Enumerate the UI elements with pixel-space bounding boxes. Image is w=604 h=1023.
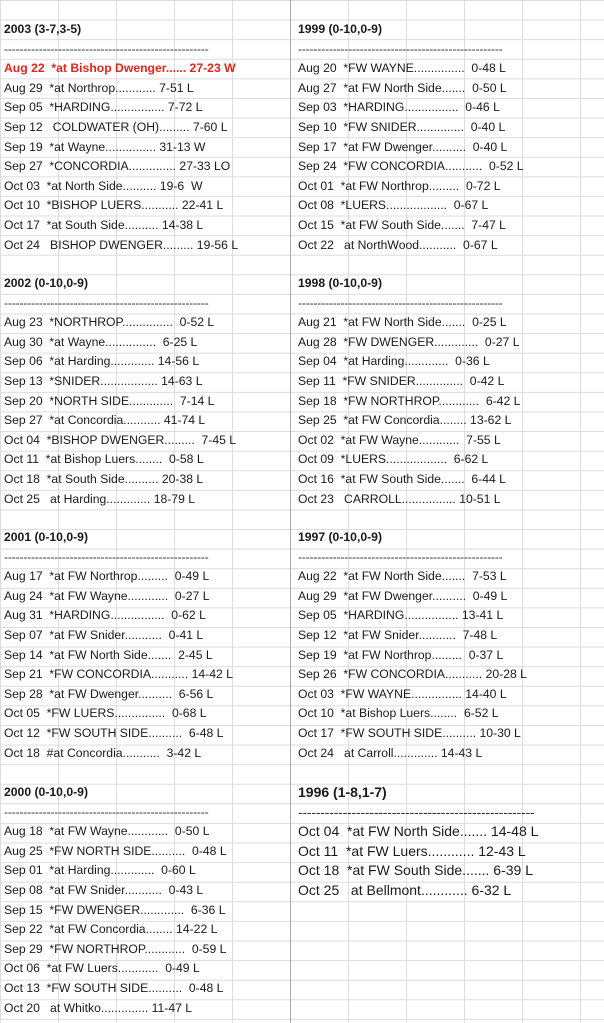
game-row: Oct 05 *FW LUERS............... 0-68 L: [4, 706, 207, 721]
game-row: Sep 10 *FW SNIDER.............. 0-40 L: [298, 119, 506, 134]
game-row: Oct 25 at Harding............. 18-79 L: [4, 491, 196, 506]
game-row: Oct 09 *LUERS.................. 6-62 L: [298, 452, 489, 467]
game-row: Sep 12 *at FW Snider........... 7-48 L: [298, 627, 498, 642]
game-row: Oct 12 *FW SOUTH SIDE.......... 6-48 L: [4, 725, 224, 740]
game-row: Oct 18 *at FW South Side....... 6-39 L: [298, 862, 533, 879]
game-row: Sep 06 *at Harding............. 14-56 L: [4, 354, 200, 369]
game-row: Oct 25 at Bellmont............ 6-32 L: [298, 881, 512, 898]
game-row: Oct 20 at Whitko.............. 11-47 L: [4, 1000, 193, 1015]
game-row: Sep 05 *HARDING................ 7-72 L: [4, 100, 203, 115]
game-row: Aug 30 *at Wayne............... 6-25 L: [4, 334, 198, 349]
season-header: 1996 (1-8,1-7): [298, 784, 387, 800]
game-row: Sep 11 *FW SNIDER.............. 0-42 L: [298, 373, 505, 388]
game-row: Oct 18 #at Concordia........... 3-42 L: [4, 745, 202, 760]
game-row: Oct 10 *at Bishop Luers........ 6-52 L: [298, 706, 499, 721]
season-header: 1997 (0-10,0-9): [298, 530, 383, 544]
game-row: Oct 17 *FW SOUTH SIDE.......... 10-30 L: [298, 725, 521, 740]
game-row: Aug 23 *NORTHROP............... 0-52 L: [4, 315, 215, 330]
game-row: Aug 17 *at FW Northrop......... 0-49 L: [4, 569, 210, 584]
game-row: Sep 07 *at FW Snider........... 0-41 L: [4, 627, 204, 642]
season-block: [0, 274, 290, 509]
game-row: Sep 27 *CONCORDIA.............. 27-33 LO: [4, 159, 231, 174]
dash-separator: -----------------------------------------------------: [4, 804, 209, 819]
game-row: Aug 21 *at FW North Side....... 0-25 L: [298, 315, 507, 330]
game-row: Oct 15 *at FW South Side....... 7-47 L: [298, 217, 506, 232]
dash-separator: -----------------------------------------------------: [298, 295, 503, 310]
season-header: 2002 (0-10,0-9): [4, 276, 89, 290]
game-row: Oct 23 CARROLL................ 10-51 L: [298, 491, 501, 506]
game-row: Sep 14 *at FW North Side....... 2-45 L: [4, 647, 213, 662]
game-row: Sep 04 *at Harding............. 0-36 L: [298, 354, 490, 369]
game-row: Sep 12 COLDWATER (OH)......... 7-60 L: [4, 119, 228, 134]
game-row: Oct 10 *BISHOP LUERS........... 22-41 L: [4, 198, 224, 213]
game-row: Oct 22 at NorthWood........... 0-67 L: [298, 237, 498, 252]
season-block: [294, 20, 604, 255]
game-row: Oct 11 *at Bishop Luers........ 0-58 L: [4, 452, 204, 467]
game-row: Oct 06 *at FW Luers............ 0-49 L: [4, 961, 200, 976]
game-row: Sep 28 *at FW Dwenger.......... 6-56 L: [4, 686, 214, 701]
season-block: [0, 783, 290, 1018]
game-row: Sep 01 *at Harding............. 0-60 L: [4, 863, 196, 878]
dash-separator: -----------------------------------------------------: [4, 549, 209, 564]
game-row: Aug 25 *FW NORTH SIDE.......... 0-48 L: [4, 843, 227, 858]
season-block: [294, 274, 604, 509]
game-row: Sep 19 *at Wayne............... 31-13 W: [4, 139, 206, 154]
game-row: Sep 21 *FW CONCORDIA........... 14-42 L: [4, 667, 233, 682]
game-row: Aug 29 *at FW Dwenger.......... 0-49 L: [298, 588, 508, 603]
season-header: 2001 (0-10,0-9): [4, 530, 89, 544]
game-row: Aug 29 *at Northrop............ 7-51 L: [4, 80, 194, 95]
season-block: [294, 528, 604, 763]
game-row: Sep 15 *FW DWENGER............. 6-36 L: [4, 902, 226, 917]
game-row: Sep 29 *FW NORTHROP............ 0-59 L: [4, 941, 227, 956]
season-header: 1999 (0-10,0-9): [298, 22, 383, 36]
dash-separator: -----------------------------------------------------: [4, 41, 209, 56]
game-row: Oct 24 BISHOP DWENGER......... 19-56 L: [4, 237, 239, 252]
game-row: Oct 08 *LUERS.................. 0-67 L: [298, 198, 489, 213]
season-header: 1998 (0-10,0-9): [298, 276, 383, 290]
game-row: Oct 03 *FW WAYNE............... 14-40 L: [298, 686, 507, 701]
game-row: Sep 18 *FW NORTHROP............ 6-42 L: [298, 393, 521, 408]
season-header: 2003 (3-7,3-5): [4, 22, 82, 36]
game-row: Aug 24 *at FW Wayne............ 0-27 L: [4, 588, 210, 603]
game-row: Aug 20 *FW WAYNE............... 0-48 L: [298, 61, 506, 76]
dash-separator: -----------------------------------------------------: [298, 41, 503, 56]
dash-separator: -----------------------------------------------------: [4, 295, 209, 310]
game-row: Oct 04 *at FW North Side....... 14-48 L: [298, 823, 539, 840]
season-header: 2000 (0-10,0-9): [4, 785, 89, 799]
game-row: Sep 08 *at FW Snider........... 0-43 L: [4, 882, 204, 897]
season-block: [294, 783, 604, 901]
season-block: [0, 20, 290, 255]
game-row: Oct 11 *at FW Luers............ 12-43 L: [298, 842, 526, 859]
game-row: Oct 13 *FW SOUTH SIDE.......... 0-48 L: [4, 980, 224, 995]
game-row: Aug 31 *HARDING................ 0-62 L: [4, 608, 206, 623]
game-row: Aug 22 *at Bishop Dwenger...... 27-23 W: [4, 61, 236, 76]
game-row: Sep 27 *at Concordia........... 41-74 L: [4, 413, 206, 428]
game-row: Sep 13 *SNIDER................. 14-63 L: [4, 373, 203, 388]
game-row: Sep 25 *at FW Concordia........ 13-62 L: [298, 413, 512, 428]
column-divider: [290, 0, 291, 1023]
game-row: Sep 26 *FW CONCORDIA........... 20-28 L: [298, 667, 527, 682]
game-row: Sep 22 *at FW Concordia........ 14-22 L: [4, 922, 218, 937]
game-row: Oct 16 *at FW South Side....... 6-44 L: [298, 471, 506, 486]
game-row: Oct 01 *at FW Northrop......... 0-72 L: [298, 178, 501, 193]
game-row: Oct 24 at Carroll............. 14-43 L: [298, 745, 483, 760]
game-row: Oct 18 *at South Side.......... 20-38 L: [4, 471, 204, 486]
game-row: Sep 19 *at FW Northrop......... 0-37 L: [298, 647, 504, 662]
game-row: Sep 17 *at FW Dwenger.......... 0-40 L: [298, 139, 508, 154]
game-row: Sep 03 *HARDING................ 0-46 L: [298, 100, 500, 115]
game-row: Aug 27 *at FW North Side....... 0-50 L: [298, 80, 507, 95]
game-row: Oct 17 *at South Side.......... 14-38 L: [4, 217, 204, 232]
game-row: Oct 02 *at FW Wayne............ 7-55 L: [298, 432, 501, 447]
game-row: Oct 04 *BISHOP DWENGER......... 7-45 L: [4, 432, 237, 447]
game-row: Oct 03 *at North Side.......... 19-6 W: [4, 178, 203, 193]
dash-separator: -----------------------------------------------------: [298, 549, 503, 564]
game-row: Aug 28 *FW DWENGER............. 0-27 L: [298, 334, 520, 349]
game-row: Aug 18 *at FW Wayne............ 0-50 L: [4, 824, 210, 839]
game-row: Sep 05 *HARDING................ 13-41 L: [298, 608, 504, 623]
dash-separator: -----------------------------------------------------: [298, 803, 535, 820]
game-row: Sep 24 *FW CONCORDIA........... 0-52 L: [298, 159, 524, 174]
season-block: [0, 528, 290, 763]
game-row: Sep 20 *NORTH SIDE............. 7-14 L: [4, 393, 215, 408]
game-row: Aug 22 *at FW North Side....... 7-53 L: [298, 569, 507, 584]
